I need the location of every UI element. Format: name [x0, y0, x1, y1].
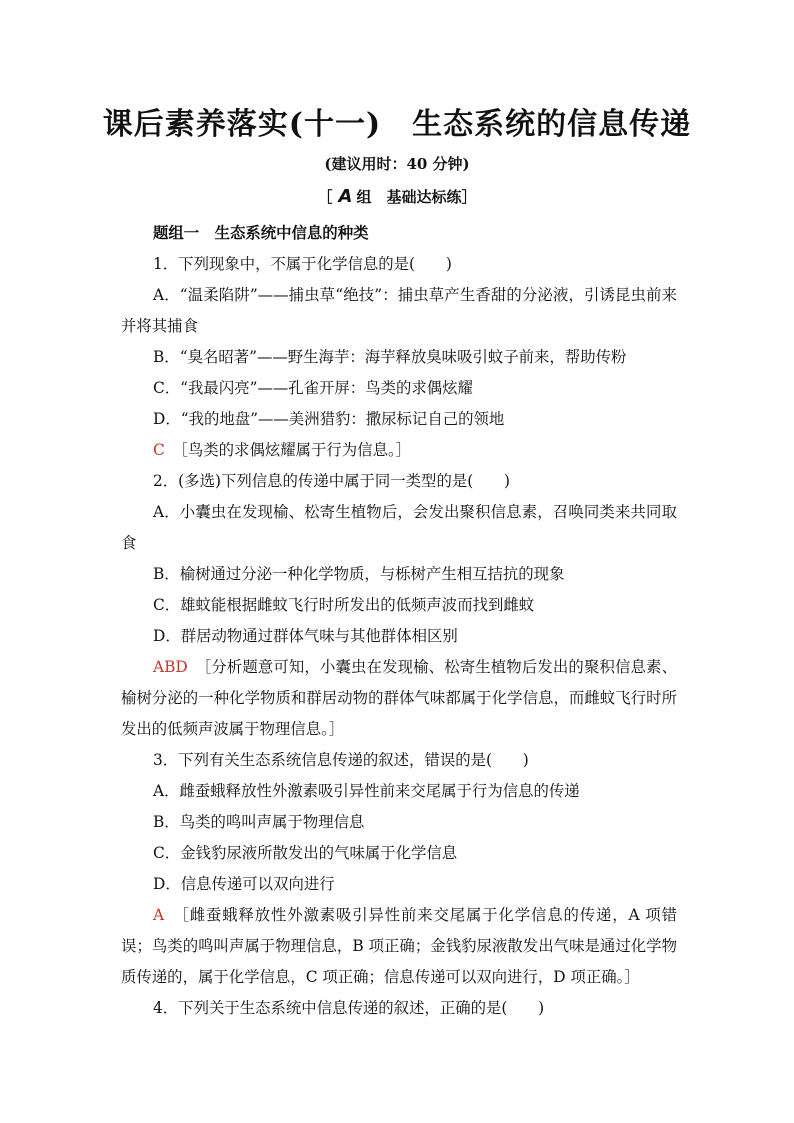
question-2-option-c: C．雄蚊能根据雌蚊飞行时所发出的低频声波而找到雌蚊 — [153, 596, 535, 614]
group-a-icon: A — [338, 186, 353, 207]
question-3-stem: 3．下列有关生态系统信息传递的叙述，错误的是( ) — [153, 751, 529, 769]
question-2-answer — [121, 652, 677, 745]
group-label — [0, 186, 794, 207]
document-body — [121, 218, 677, 1024]
group-bracket-close: ］ — [461, 188, 477, 206]
group-bracket-open: ［ — [317, 188, 333, 206]
question-3-explanation: ［雌蚕蛾释放性外激素吸引异性前来交尾属于化学信息的传递，A 项错误；鸟类的鸣叫声属于物理信息，B 项正确；金钱豹尿液散发出气味是通过化学物质传递的，属于化学信息，C 项正确；信息传递可以双向进行，D 项正确。］ — [121, 906, 677, 986]
section-heading: 题组一 生态系统中信息的种类 — [153, 224, 369, 242]
question-2-explanation: ［分析题意可知，小囊虫在发现榆、松寄生植物后发出的聚积信息素、榆树分泌的一种化学物质和群居动物的群体气味都属于化学信息，而雌蚊飞行时所发出的低频声波属于物理信息。］ — [121, 658, 677, 738]
question-1-option-c: C．“我最闪亮”——孔雀开屏：鸟类的求偶炫耀 — [153, 379, 473, 397]
question-3-option-c: C．金钱豹尿液所散发出的气味属于化学信息 — [153, 844, 458, 862]
question-1-option-a: A．“温柔陷阱”——捕虫草“绝技”：捕虫草产生香甜的分泌液，引诱昆虫前来并将其捕食 — [121, 286, 677, 335]
question-1-answer-letter: C — [153, 441, 165, 459]
group-label-text: 组 基础达标练 — [356, 188, 462, 206]
question-2-option-a: A．小囊虫在发现榆、松寄生植物后，会发出聚积信息素，召唤同类来共同取食 — [121, 503, 677, 552]
question-3-option-d: D．信息传递可以双向进行 — [153, 875, 335, 893]
question-2-answer-letter: ABD — [153, 658, 188, 676]
page-title: 课后素养落实(十一) 生态系统的信息传递 — [102, 107, 692, 142]
question-1-option-b: B．“臭名昭著”——野生海芋：海芋释放臭味吸引蚊子前来，帮助传粉 — [153, 348, 627, 366]
suggested-time: (建议用时：40 分钟) — [324, 155, 470, 173]
question-1-option-d: D．“我的地盘”——美洲猎豹：撒尿标记自己的领地 — [153, 410, 505, 428]
question-4-stem: 4．下列关于生态系统中信息传递的叙述，正确的是( ) — [153, 999, 545, 1017]
question-3-option-b: B．鸟类的鸣叫声属于物理信息 — [153, 813, 365, 831]
question-1-explanation: ［鸟类的求偶炫耀属于行为信息。］ — [180, 441, 412, 459]
question-2-stem: 2．(多选)下列信息的传递中属于同一类型的是( ) — [153, 472, 511, 490]
question-3-answer-letter: A — [153, 906, 165, 924]
question-2-option-d: D．群居动物通过群体气味与其他群体相区别 — [153, 627, 458, 645]
question-2-option-b: B．榆树通过分泌一种化学物质，与栎树产生相互拮抗的现象 — [153, 565, 565, 583]
question-3-option-a: A．雌蚕蛾释放性外激素吸引异性前来交尾属于行为信息的传递 — [153, 782, 580, 800]
question-1-stem: 1．下列现象中，不属于化学信息的是( ) — [153, 255, 452, 273]
question-3-answer — [121, 900, 677, 993]
question-1-answer — [121, 435, 677, 466]
